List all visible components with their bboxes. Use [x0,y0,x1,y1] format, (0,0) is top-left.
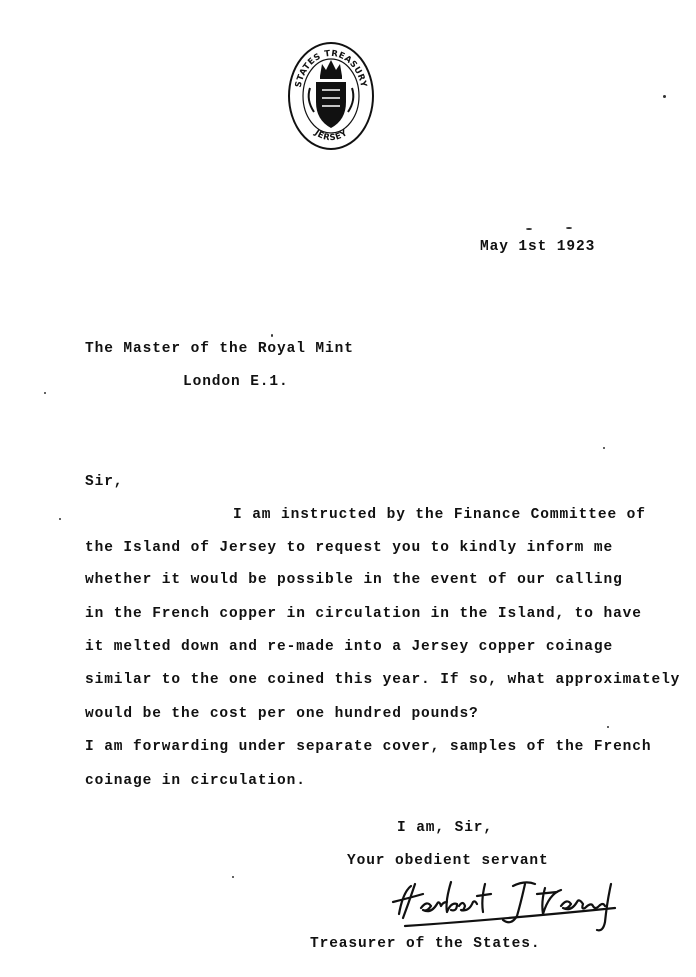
body-line: I am instructed by the Finance Committee of [233,507,646,523]
seal-top-text: STATES TREASURY [293,48,369,89]
body-line: whether it would be possible in the event of our calling [85,572,623,588]
scan-speck [603,447,605,449]
body-line: similar to the one coined this year. If so, what approximately [85,672,681,688]
scan-speck [566,227,572,229]
seal-bottom-text: JERSEY [312,128,350,144]
recipient-name: The Master of the Royal Mint [85,341,354,357]
scan-speck [526,228,532,230]
states-treasury-seal [286,40,376,152]
body-line: it melted down and re-made into a Jersey copper coinage [85,639,614,655]
scan-speck [59,518,61,520]
body-line: coinage in circulation. [85,773,306,789]
crown-icon [320,60,342,79]
shield-icon [309,82,354,128]
scan-speck [232,876,234,878]
scan-speck [663,95,666,98]
closing-title: Treasurer of the States. [310,936,541,952]
handwritten-signature [385,872,645,942]
letter-date: May 1st 1923 [480,239,596,255]
body-line: the Island of Jersey to request you to kindly inform me [85,540,614,556]
scan-speck [44,392,46,394]
body-line: would be the cost per one hundred pounds? [85,706,479,722]
closing-line: I am, Sir, [397,820,494,836]
recipient-address: London E.1. [183,374,289,390]
salutation: Sir, [85,474,124,490]
body-line: in the French copper in circulation in the Island, to have [85,606,642,622]
closing-servant: Your obedient servant [347,853,549,869]
scan-speck [607,726,609,728]
body-line: I am forwarding under separate cover, samples of the French [85,739,652,755]
scan-speck [271,334,273,337]
